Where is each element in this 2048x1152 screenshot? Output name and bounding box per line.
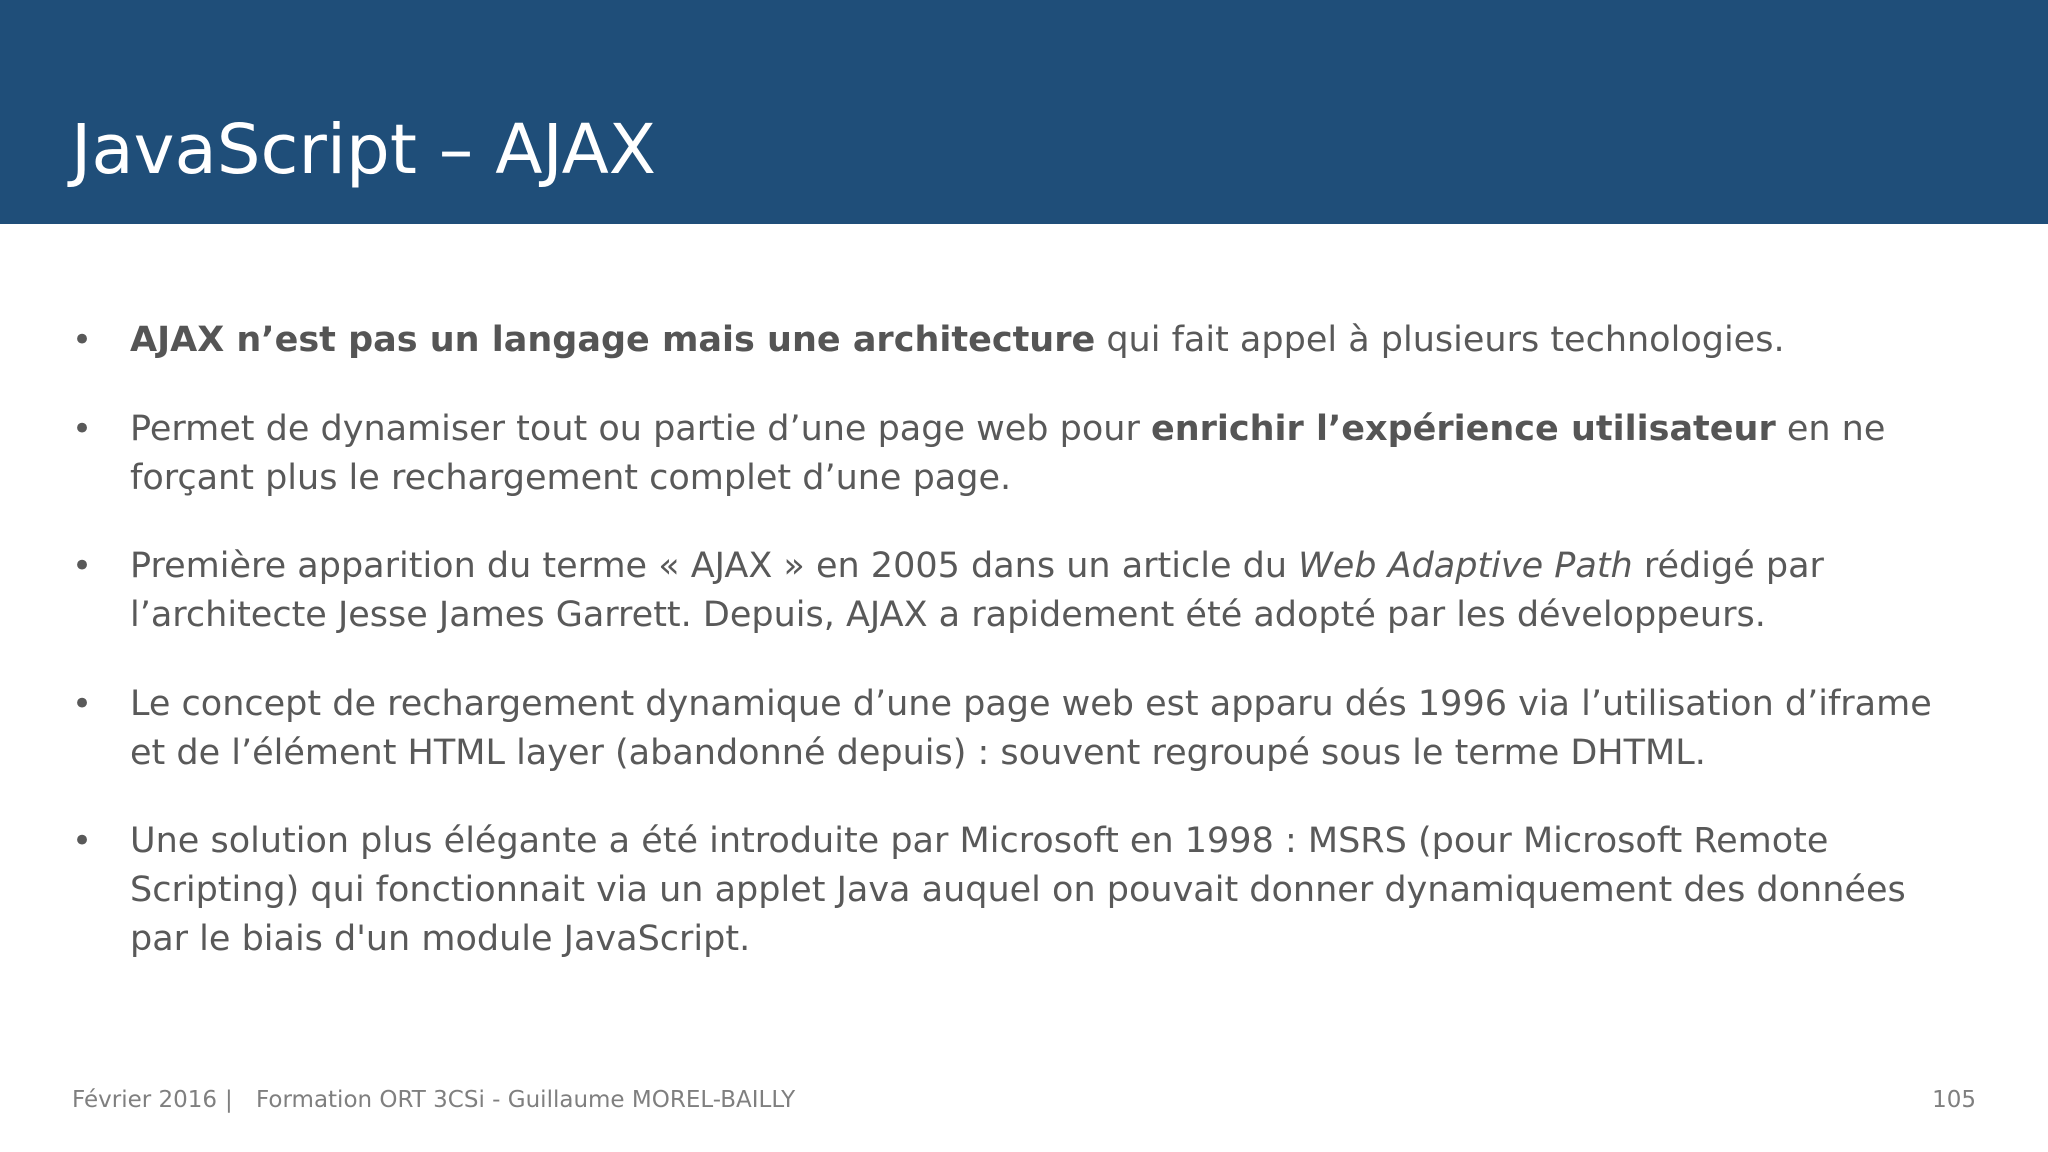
bullet-line (130, 454, 1950, 503)
bullet-icon: • (72, 546, 93, 586)
footer-separator: | (225, 1087, 233, 1113)
bullet-line (130, 866, 1950, 915)
bullet-line (130, 915, 1950, 964)
bullet-icon: • (72, 320, 93, 360)
bullet-text (130, 316, 1950, 365)
text-run: en ne (1775, 409, 1886, 449)
bullet-text (130, 680, 1950, 778)
page-number: 105 (1932, 1087, 1976, 1113)
text-run: Permet de dynamiser tout ou partie d’une page web pour (130, 409, 1151, 449)
bullet-text (130, 542, 1950, 640)
text-run: et de l’élément HTML layer (abandonné depuis) : souvent regroupé sous le terme DHTML. (130, 733, 1706, 773)
bullet-line (130, 405, 1950, 454)
text-run: rédigé par (1632, 546, 1824, 586)
text-run: forçant plus le rechargement complet d’une page. (130, 458, 1012, 498)
bullet-line (130, 542, 1950, 591)
text-run: par le biais d'un module JavaScript. (130, 919, 751, 959)
bullet-text (130, 817, 1950, 964)
footer-date: Février 2016 (72, 1087, 218, 1113)
footer-course-info: Formation ORT 3CSi - Guillaume MOREL-BAILLY (256, 1087, 796, 1113)
text-run: Scripting) qui fonctionnait via un applet Java auquel on pouvait donner dynamiquement des données (130, 870, 1906, 910)
bullet-icon: • (72, 409, 93, 449)
text-run: Une solution plus élégante a été introduite par Microsoft en 1998 : MSRS (pour Microsoft Remote (130, 821, 1829, 861)
bullet-text (130, 405, 1950, 503)
slide-title: JavaScript – AJAX (71, 110, 657, 190)
text-run: Le concept de rechargement dynamique d’une page web est apparu dés 1996 via l’utilisation d’iframe (130, 684, 1932, 724)
italic-text: Web Adaptive Path (1298, 546, 1633, 586)
bullet-line (130, 591, 1950, 640)
bullet-icon: • (72, 684, 93, 724)
text-run: l’architecte Jesse James Garrett. Depuis, AJAX a rapidement été adopté par les développeurs. (130, 595, 1766, 635)
bullet-icon: • (72, 821, 93, 861)
slide-footer (0, 1081, 2048, 1119)
bold-text: enrichir l’expérience utilisateur (1150, 409, 1776, 449)
bullet-line (130, 729, 1950, 778)
text-run: Première apparition du terme « AJAX » en 2005 dans un article du (130, 546, 1299, 586)
bold-text: AJAX n’est pas un langage mais une architecture (130, 320, 1096, 360)
bullet-line (130, 316, 1950, 365)
bullet-line (130, 817, 1950, 866)
bullet-line (130, 680, 1950, 729)
text-run: qui fait appel à plusieurs technologies. (1095, 320, 1785, 360)
